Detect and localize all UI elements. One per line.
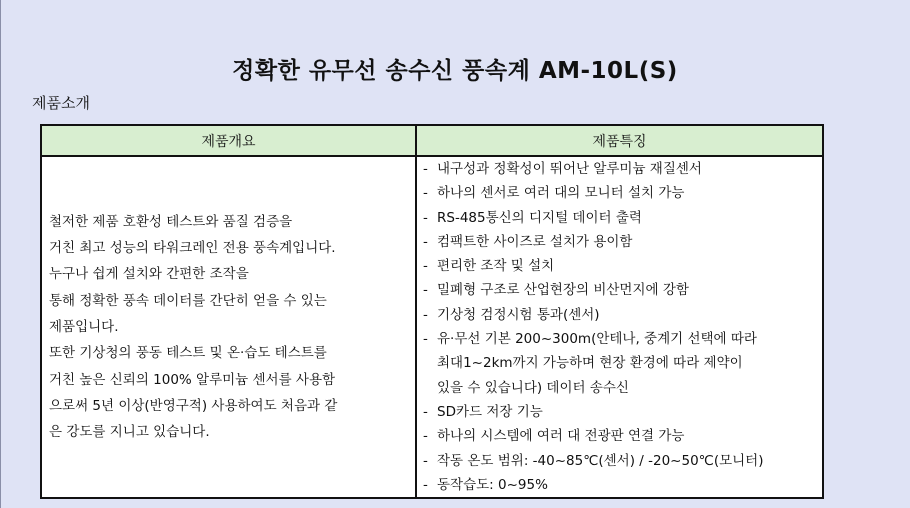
feature-text: RS-485통신의 디지털 데이터 출력 [437, 209, 642, 226]
feature-text: 컴팩트한 사이즈로 설치가 용이함 [437, 233, 633, 250]
feature-text: 내구성과 정확성이 뛰어난 알루미늄 재질센서 [437, 161, 702, 177]
feature-text: 기상청 검정시험 통과(센서) [437, 306, 600, 323]
bullet-dash: - [423, 233, 428, 250]
overview-line: 철저한 제품 호환성 테스트와 품질 검증을 [49, 213, 293, 230]
section-label: 제품소개 [32, 94, 90, 112]
overview-line: 또한 기상청의 풍동 테스트 및 온·습도 테스트를 [49, 345, 327, 362]
bullet-dash: - [423, 282, 428, 299]
bullet-dash: - [423, 403, 428, 420]
bullet-dash: - [423, 428, 428, 445]
overview-line: 통해 정확한 풍속 데이터를 간단히 얻을 수 있는 [49, 292, 327, 309]
overview-line: 누구나 쉽게 설치와 간편한 조작을 [49, 266, 249, 283]
overview-line: 거친 최고 성능의 타워크레인 전용 풍속계입니다. [49, 240, 336, 257]
feature-item [423, 449, 822, 473]
bullet-dash: - [423, 452, 428, 469]
feature-text: 동작습도: 0~95% [437, 476, 548, 493]
feature-item [423, 181, 822, 205]
feature-text: 편리한 조작 및 설치 [437, 258, 555, 275]
feature-item [423, 303, 822, 327]
feature-text: 있을 수 있습니다) 데이터 송수신 [437, 379, 629, 396]
bullet-dash: - [423, 209, 428, 226]
features-cell [416, 156, 823, 498]
feature-item [423, 424, 822, 448]
feature-item [423, 278, 822, 302]
feature-item [423, 400, 822, 424]
header-features: 제품특징 [416, 125, 823, 156]
bullet-dash: - [423, 331, 428, 348]
table-row [41, 156, 823, 498]
product-spec-table [40, 124, 824, 499]
header-overview: 제품개요 [41, 125, 416, 156]
overview-line: 으로써 5년 이상(반영구적) 사용하여도 처음과 같 [49, 397, 338, 414]
feature-text: 최대1~2km까지 가능하며 현장 환경에 따라 제약이 [437, 355, 743, 372]
bullet-dash: - [423, 476, 428, 493]
bullet-dash: - [423, 306, 428, 323]
feature-item [423, 206, 822, 230]
overview-line: 제품입니다. [49, 318, 119, 335]
overview-line: 은 강도를 지니고 있습니다. [49, 424, 210, 441]
features-list [417, 157, 822, 497]
feature-text: 밀폐형 구조로 산업현장의 비산먼지에 강함 [437, 282, 689, 299]
feature-text: SD카드 저장 기능 [437, 403, 543, 420]
overview-line: 거친 높은 신뢰의 100% 알루미늄 센서를 사용함 [49, 371, 336, 388]
bullet-dash: - [423, 185, 428, 202]
feature-item [423, 254, 822, 278]
feature-text: 작동 온도 범위: -40~85℃(센서) / -20~50℃(모니터) [437, 452, 764, 469]
feature-text: 유·무선 기본 200~300m(안테나, 중계기 선택에 따라 [437, 331, 757, 348]
bullet-dash: - [423, 161, 428, 177]
feature-item [423, 473, 822, 497]
feature-text: 하나의 센서로 여러 대의 모니터 설치 가능 [437, 185, 685, 202]
feature-item [423, 157, 822, 181]
table-header-row [41, 125, 823, 156]
overview-text [43, 209, 414, 446]
bullet-dash: - [423, 258, 428, 275]
feature-item [423, 327, 822, 400]
feature-item [423, 230, 822, 254]
page-title: 정확한 유무선 송수신 풍속계 AM-10L(S) [232, 58, 678, 84]
feature-text: 하나의 시스템에 여러 대 전광판 연결 가능 [437, 428, 685, 445]
overview-cell [41, 156, 416, 498]
